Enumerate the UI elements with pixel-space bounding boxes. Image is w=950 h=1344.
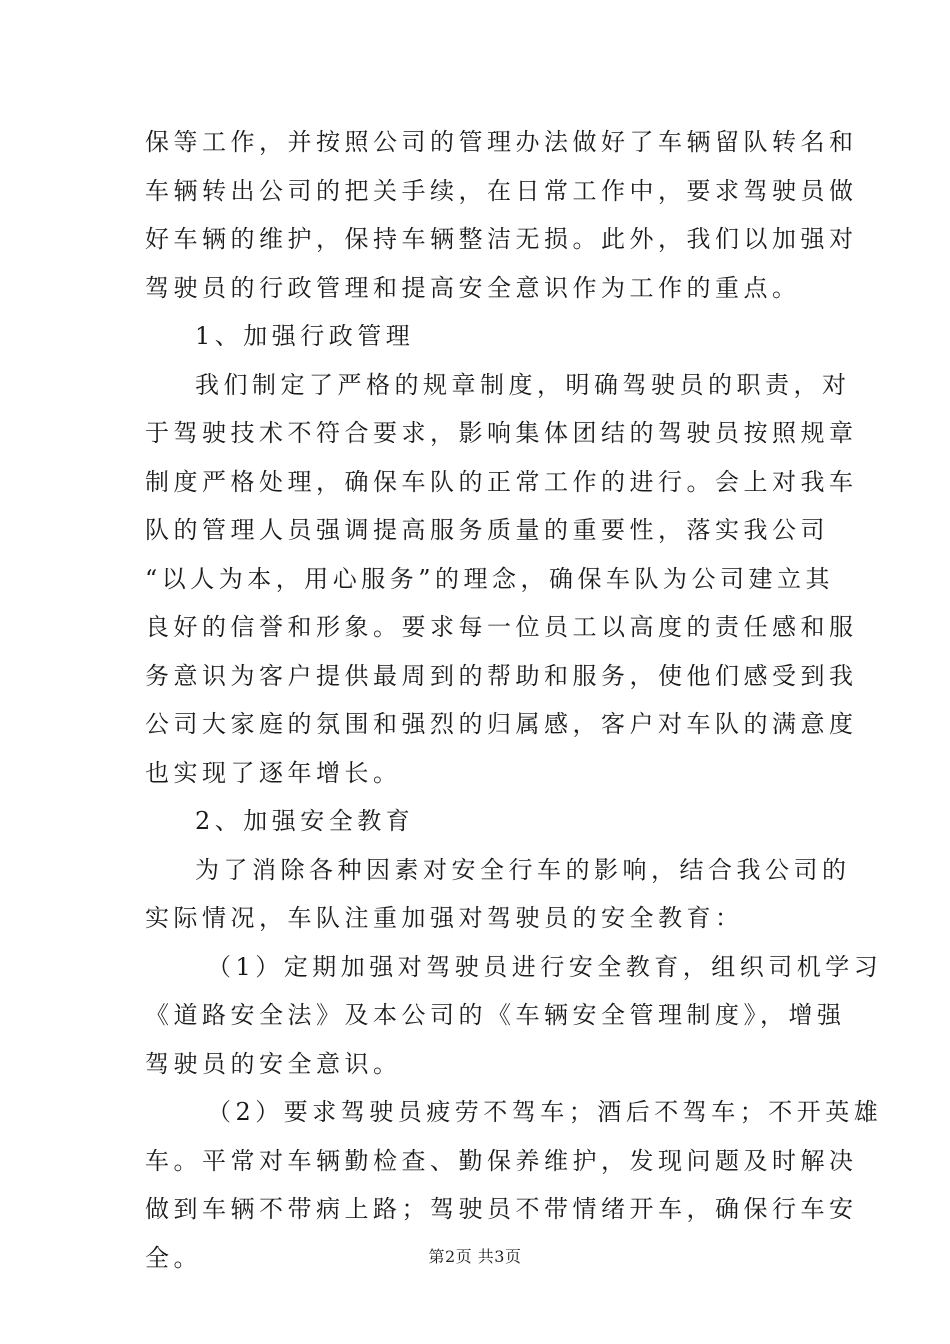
text-line: 良好的信誉和形象。要求每一位员工以高度的责任感和服 bbox=[145, 613, 858, 641]
text-line: 公司大家庭的氛围和强烈的归属感，客户对车队的满意度 bbox=[145, 710, 858, 738]
text-line: 做到车辆不带病上路；驾驶员不带情绪开车，确保行车安 bbox=[145, 1195, 858, 1223]
text-line: 也实现了逐年增长。 bbox=[145, 758, 402, 787]
text-line: 驾驶员的安全意识。 bbox=[145, 1049, 402, 1078]
page-footer: 第2页 共3页 bbox=[428, 1247, 522, 1266]
text-line: （2）要求驾驶员疲劳不驾车；酒后不驾车；不开英雄 bbox=[207, 1098, 883, 1126]
text-line: 《道路安全法》及本公司的《车辆安全管理制度》，增强 bbox=[145, 1001, 846, 1029]
text-line: 我们制定了严格的规章制度，明确驾驶员的职责，对 bbox=[195, 370, 851, 399]
text-line: 保等工作，并按照公司的管理办法做好了车辆留队转名和 bbox=[145, 128, 858, 156]
text-line: 制度严格处理，确保车队的正常工作的进行。会上对我车 bbox=[145, 467, 858, 496]
text-line: 车。平常对车辆勤检查、勤保养维护，发现问题及时解决 bbox=[145, 1146, 858, 1175]
text-line: “以人为本，用心服务”的理念，确保车队为公司建立其 bbox=[145, 564, 835, 593]
text-line: 2、加强安全教育 bbox=[195, 807, 415, 835]
text-line: 1、加强行政管理 bbox=[195, 322, 415, 350]
text-line: 全。 bbox=[145, 1243, 202, 1272]
text-line: 好车辆的维护，保持车辆整洁无损。此外，我们以加强对 bbox=[145, 225, 858, 253]
text-line: 驾驶员的行政管理和提高安全意识作为工作的重点。 bbox=[145, 273, 801, 302]
text-line: 于驾驶技术不符合要求，影响集体团结的驾驶员按照规章 bbox=[145, 419, 858, 447]
text-line: 实际情况，车队注重加强对驾驶员的安全教育： bbox=[145, 904, 744, 932]
document-body bbox=[145, 118, 883, 1282]
text-line: 车辆转出公司的把关手续，在日常工作中，要求驾驶员做 bbox=[145, 176, 858, 205]
text-line: 务意识为客户提供最周到的帮助和服务，使他们感受到我 bbox=[145, 661, 858, 690]
text-line: （1）定期加强对驾驶员进行安全教育，组织司机学习 bbox=[207, 952, 883, 981]
text-line: 为了消除各种因素对安全行车的影响，结合我公司的 bbox=[195, 855, 851, 884]
text-line: 队的管理人员强调提高服务质量的重要性，落实我公司 bbox=[145, 516, 829, 544]
